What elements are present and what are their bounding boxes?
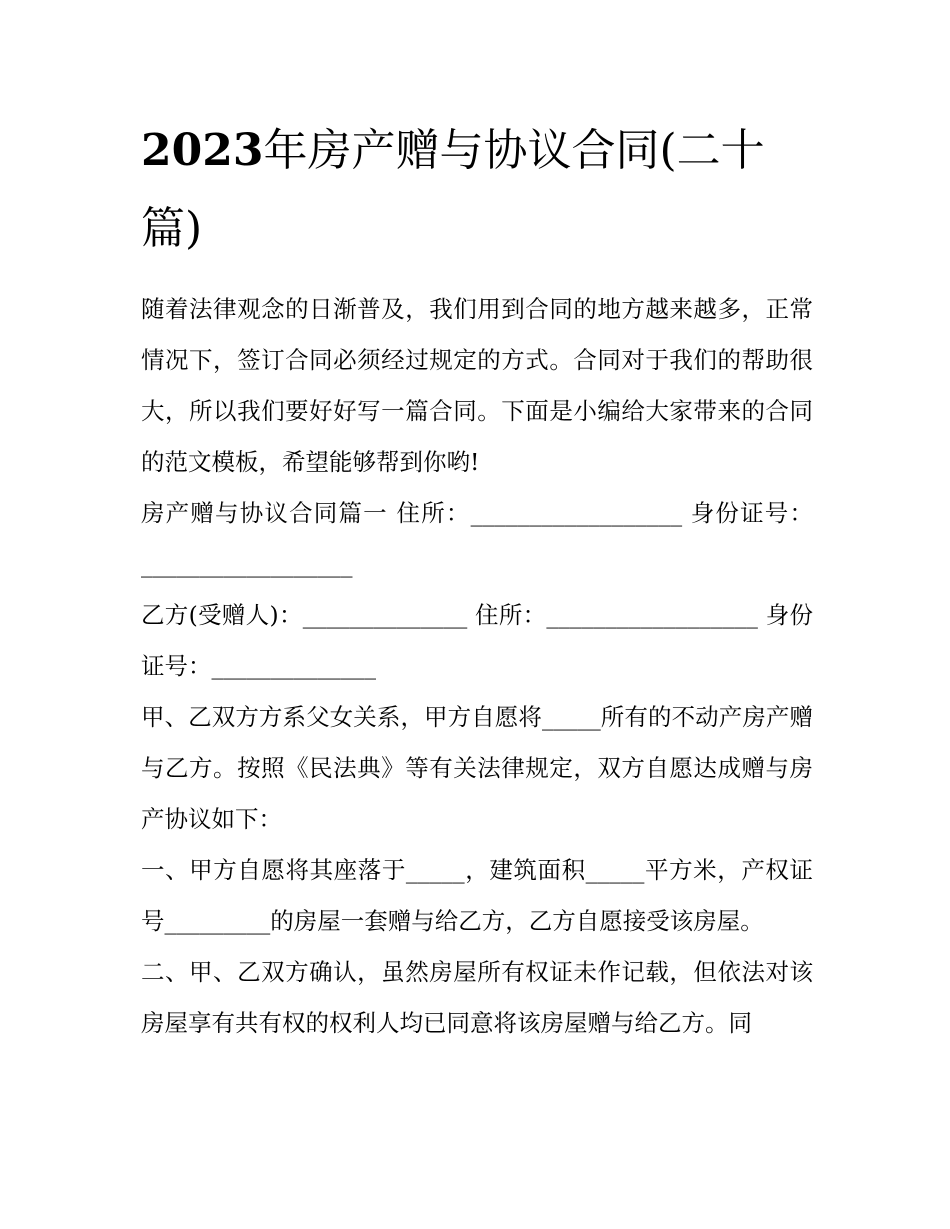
document-body	[141, 284, 813, 1049]
intro-paragraph: 随着法律观念的日渐普及，我们用到合同的地方越来越多，正常情况下，签订合同必须经过规定的方式。合同对于我们的帮助很大，所以我们要好好写一篇合同。下面是小编给大家带来的合同的范文模板，希望能够帮到你哟!	[141, 295, 813, 476]
donor-info-paragraph: 房产赠与协议合同篇一 住所：__________________ 身份证号：__________________	[141, 499, 813, 578]
document-content	[141, 112, 813, 1049]
clause-two-paragraph: 二、甲、乙双方确认，虽然房屋所有权证未作记载，但依法对该房屋享有共有权的权利人均已同意将该房屋赠与给乙方。同	[141, 958, 813, 1037]
clause-one-paragraph: 一、甲方自愿将其座落于_____，建筑面积_____平方米，产权证号_________的房屋一套赠与给乙方，乙方自愿接受该房屋。	[141, 856, 813, 935]
relationship-paragraph: 甲、乙双方方系父女关系，甲方自愿将_____所有的不动产房产赠与乙方。按照《民法典》等有关法律规定，双方自愿达成赠与房产协议如下：	[141, 703, 813, 833]
title-text: 年房产赠与协议合同(二十篇)	[141, 125, 765, 254]
donee-info-paragraph: 乙方(受赠人)：______________ 住所：__________________ 身份证号：______________	[141, 601, 813, 680]
title-year: 2023	[141, 125, 264, 176]
document-title	[141, 112, 813, 268]
